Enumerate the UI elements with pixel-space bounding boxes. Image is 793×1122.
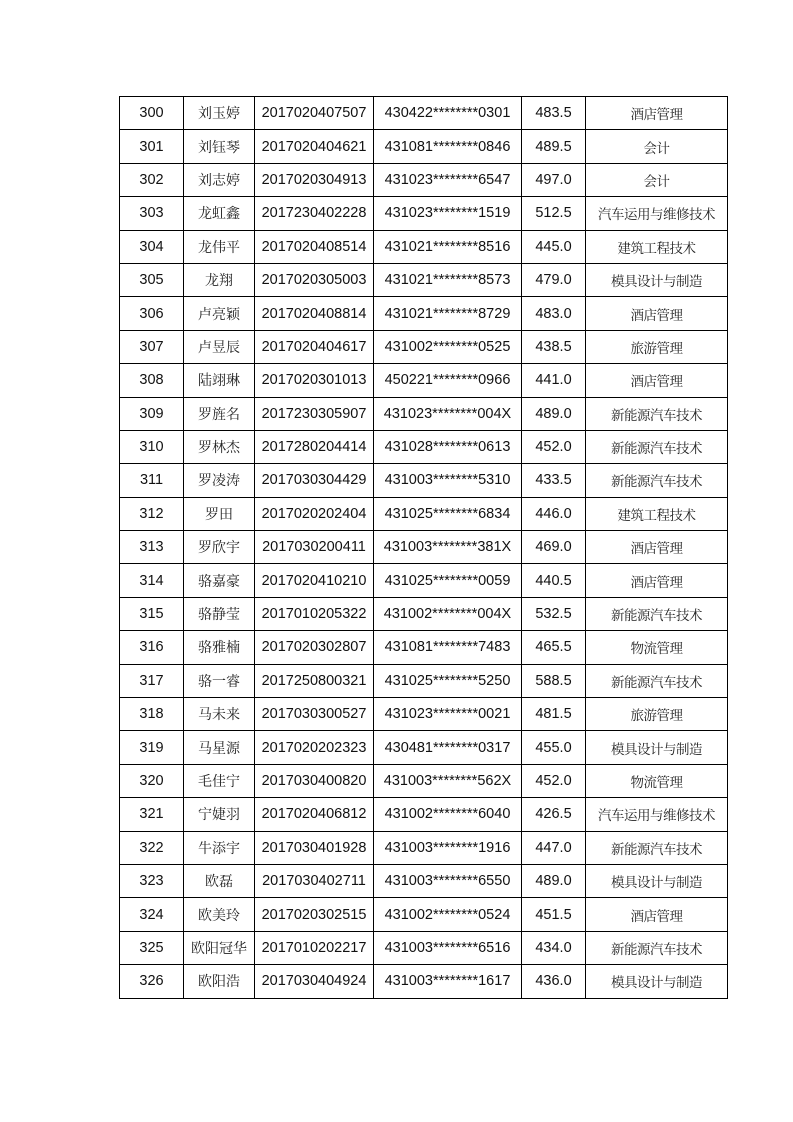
score-cell: 455.0: [522, 731, 586, 764]
exam-number-cell: 2017020408514: [255, 230, 374, 263]
major-cell: 新能源汽车技术: [586, 664, 728, 697]
table-row: [120, 664, 728, 697]
row-number-cell: 323: [120, 864, 184, 897]
row-number-cell: 304: [120, 230, 184, 263]
exam-number-cell: 2017020202404: [255, 497, 374, 530]
major-cell: 物流管理: [586, 764, 728, 797]
id-number-cell: 431003********1617: [374, 965, 522, 998]
major-cell: 酒店管理: [586, 898, 728, 931]
score-cell: 445.0: [522, 230, 586, 263]
table-row: [120, 430, 728, 463]
row-number-cell: 301: [120, 130, 184, 163]
student-name-cell: 牛添宇: [184, 831, 255, 864]
id-number-cell: 431003********6550: [374, 864, 522, 897]
row-number-cell: 322: [120, 831, 184, 864]
admission-list-table: [119, 96, 728, 999]
score-cell: 512.5: [522, 197, 586, 230]
exam-number-cell: 2017030300527: [255, 698, 374, 731]
major-cell: 酒店管理: [586, 364, 728, 397]
exam-number-cell: 2017230402228: [255, 197, 374, 230]
id-number-cell: 431025********0059: [374, 564, 522, 597]
id-number-cell: 431002********6040: [374, 798, 522, 831]
student-name-cell: 卢昱辰: [184, 330, 255, 363]
student-name-cell: 欧美玲: [184, 898, 255, 931]
student-name-cell: 骆静莹: [184, 597, 255, 630]
row-number-cell: 309: [120, 397, 184, 430]
student-name-cell: 罗旌名: [184, 397, 255, 430]
score-cell: 433.5: [522, 464, 586, 497]
table-body: [120, 97, 728, 999]
table-row: [120, 631, 728, 664]
score-cell: 436.0: [522, 965, 586, 998]
exam-number-cell: 2017020407507: [255, 97, 374, 130]
id-number-cell: 431003********562X: [374, 764, 522, 797]
student-name-cell: 欧磊: [184, 864, 255, 897]
score-cell: 452.0: [522, 764, 586, 797]
major-cell: 酒店管理: [586, 297, 728, 330]
table-row: [120, 330, 728, 363]
row-number-cell: 319: [120, 731, 184, 764]
exam-number-cell: 2017010205322: [255, 597, 374, 630]
row-number-cell: 317: [120, 664, 184, 697]
id-number-cell: 430481********0317: [374, 731, 522, 764]
score-cell: 481.5: [522, 698, 586, 731]
table-row: [120, 831, 728, 864]
score-cell: 469.0: [522, 531, 586, 564]
exam-number-cell: 2017030400820: [255, 764, 374, 797]
student-name-cell: 刘钰琴: [184, 130, 255, 163]
table-row: [120, 464, 728, 497]
row-number-cell: 300: [120, 97, 184, 130]
table-row: [120, 397, 728, 430]
major-cell: 酒店管理: [586, 97, 728, 130]
id-number-cell: 430422********0301: [374, 97, 522, 130]
major-cell: 汽车运用与维修技术: [586, 798, 728, 831]
exam-number-cell: 2017030401928: [255, 831, 374, 864]
row-number-cell: 306: [120, 297, 184, 330]
student-name-cell: 骆雅楠: [184, 631, 255, 664]
major-cell: 模具设计与制造: [586, 965, 728, 998]
major-cell: 新能源汽车技术: [586, 597, 728, 630]
table-row: [120, 130, 728, 163]
score-cell: 489.0: [522, 864, 586, 897]
major-cell: 新能源汽车技术: [586, 464, 728, 497]
score-cell: 489.0: [522, 397, 586, 430]
exam-number-cell: 2017020406812: [255, 798, 374, 831]
id-number-cell: 431021********8573: [374, 263, 522, 296]
table-row: [120, 931, 728, 964]
exam-number-cell: 2017020410210: [255, 564, 374, 597]
score-cell: 446.0: [522, 497, 586, 530]
score-cell: 532.5: [522, 597, 586, 630]
id-number-cell: 450221********0966: [374, 364, 522, 397]
student-name-cell: 马星源: [184, 731, 255, 764]
table-row: [120, 263, 728, 296]
score-cell: 465.5: [522, 631, 586, 664]
exam-number-cell: 2017020301013: [255, 364, 374, 397]
id-number-cell: 431025********6834: [374, 497, 522, 530]
table-row: [120, 230, 728, 263]
table-row: [120, 197, 728, 230]
major-cell: 会计: [586, 163, 728, 196]
id-number-cell: 431023********1519: [374, 197, 522, 230]
id-number-cell: 431081********7483: [374, 631, 522, 664]
exam-number-cell: 2017020202323: [255, 731, 374, 764]
row-number-cell: 312: [120, 497, 184, 530]
exam-number-cell: 2017250800321: [255, 664, 374, 697]
row-number-cell: 303: [120, 197, 184, 230]
exam-number-cell: 2017280204414: [255, 430, 374, 463]
student-name-cell: 罗田: [184, 497, 255, 530]
table-row: [120, 564, 728, 597]
student-name-cell: 罗凌涛: [184, 464, 255, 497]
row-number-cell: 320: [120, 764, 184, 797]
id-number-cell: 431002********004X: [374, 597, 522, 630]
student-name-cell: 刘志婷: [184, 163, 255, 196]
score-cell: 426.5: [522, 798, 586, 831]
table-row: [120, 364, 728, 397]
row-number-cell: 324: [120, 898, 184, 931]
score-cell: 452.0: [522, 430, 586, 463]
score-cell: 497.0: [522, 163, 586, 196]
row-number-cell: 314: [120, 564, 184, 597]
table-row: [120, 531, 728, 564]
id-number-cell: 431003********6516: [374, 931, 522, 964]
major-cell: 旅游管理: [586, 330, 728, 363]
student-name-cell: 罗欣宇: [184, 531, 255, 564]
exam-number-cell: 2017020305003: [255, 263, 374, 296]
score-cell: 440.5: [522, 564, 586, 597]
table-row: [120, 898, 728, 931]
major-cell: 模具设计与制造: [586, 731, 728, 764]
table-row: [120, 798, 728, 831]
major-cell: 汽车运用与维修技术: [586, 197, 728, 230]
major-cell: 旅游管理: [586, 698, 728, 731]
student-name-cell: 龙虹鑫: [184, 197, 255, 230]
score-cell: 483.0: [522, 297, 586, 330]
major-cell: 建筑工程技术: [586, 497, 728, 530]
id-number-cell: 431003********5310: [374, 464, 522, 497]
row-number-cell: 326: [120, 965, 184, 998]
score-cell: 479.0: [522, 263, 586, 296]
exam-number-cell: 2017030200411: [255, 531, 374, 564]
id-number-cell: 431002********0524: [374, 898, 522, 931]
student-name-cell: 龙翔: [184, 263, 255, 296]
id-number-cell: 431002********0525: [374, 330, 522, 363]
student-name-cell: 罗林杰: [184, 430, 255, 463]
student-name-cell: 毛佳宁: [184, 764, 255, 797]
exam-number-cell: 2017030402711: [255, 864, 374, 897]
id-number-cell: 431025********5250: [374, 664, 522, 697]
score-cell: 441.0: [522, 364, 586, 397]
table-row: [120, 297, 728, 330]
student-name-cell: 骆嘉豪: [184, 564, 255, 597]
student-name-cell: 骆一睿: [184, 664, 255, 697]
row-number-cell: 302: [120, 163, 184, 196]
exam-number-cell: 2017020404621: [255, 130, 374, 163]
table-row: [120, 597, 728, 630]
row-number-cell: 311: [120, 464, 184, 497]
major-cell: 新能源汽车技术: [586, 931, 728, 964]
id-number-cell: 431021********8729: [374, 297, 522, 330]
exam-number-cell: 2017230305907: [255, 397, 374, 430]
exam-number-cell: 2017030404924: [255, 965, 374, 998]
table-row: [120, 497, 728, 530]
row-number-cell: 321: [120, 798, 184, 831]
id-number-cell: 431003********381X: [374, 531, 522, 564]
id-number-cell: 431028********0613: [374, 430, 522, 463]
score-cell: 447.0: [522, 831, 586, 864]
exam-number-cell: 2017020404617: [255, 330, 374, 363]
table-row: [120, 698, 728, 731]
row-number-cell: 316: [120, 631, 184, 664]
table-row: [120, 163, 728, 196]
student-name-cell: 卢亮颖: [184, 297, 255, 330]
row-number-cell: 325: [120, 931, 184, 964]
student-name-cell: 陆翊琳: [184, 364, 255, 397]
row-number-cell: 308: [120, 364, 184, 397]
student-name-cell: 刘玉婷: [184, 97, 255, 130]
score-cell: 588.5: [522, 664, 586, 697]
exam-number-cell: 2017020302515: [255, 898, 374, 931]
exam-number-cell: 2017030304429: [255, 464, 374, 497]
row-number-cell: 310: [120, 430, 184, 463]
row-number-cell: 315: [120, 597, 184, 630]
row-number-cell: 307: [120, 330, 184, 363]
id-number-cell: 431021********8516: [374, 230, 522, 263]
exam-number-cell: 2017010202217: [255, 931, 374, 964]
major-cell: 酒店管理: [586, 531, 728, 564]
table-row: [120, 965, 728, 998]
student-name-cell: 马未来: [184, 698, 255, 731]
table-row: [120, 764, 728, 797]
id-number-cell: 431023********0021: [374, 698, 522, 731]
major-cell: 新能源汽车技术: [586, 397, 728, 430]
row-number-cell: 318: [120, 698, 184, 731]
exam-number-cell: 2017020304913: [255, 163, 374, 196]
row-number-cell: 305: [120, 263, 184, 296]
table-row: [120, 97, 728, 130]
score-cell: 483.5: [522, 97, 586, 130]
major-cell: 物流管理: [586, 631, 728, 664]
major-cell: 建筑工程技术: [586, 230, 728, 263]
student-name-cell: 欧阳浩: [184, 965, 255, 998]
score-cell: 451.5: [522, 898, 586, 931]
score-cell: 489.5: [522, 130, 586, 163]
major-cell: 新能源汽车技术: [586, 430, 728, 463]
student-name-cell: 欧阳冠华: [184, 931, 255, 964]
student-name-cell: 龙伟平: [184, 230, 255, 263]
major-cell: 会计: [586, 130, 728, 163]
score-cell: 438.5: [522, 330, 586, 363]
major-cell: 酒店管理: [586, 564, 728, 597]
student-name-cell: 宁婕羽: [184, 798, 255, 831]
exam-number-cell: 2017020302807: [255, 631, 374, 664]
row-number-cell: 313: [120, 531, 184, 564]
table-row: [120, 864, 728, 897]
table-row: [120, 731, 728, 764]
id-number-cell: 431023********6547: [374, 163, 522, 196]
score-cell: 434.0: [522, 931, 586, 964]
major-cell: 新能源汽车技术: [586, 831, 728, 864]
id-number-cell: 431023********004X: [374, 397, 522, 430]
major-cell: 模具设计与制造: [586, 263, 728, 296]
id-number-cell: 431081********0846: [374, 130, 522, 163]
exam-number-cell: 2017020408814: [255, 297, 374, 330]
major-cell: 模具设计与制造: [586, 864, 728, 897]
id-number-cell: 431003********1916: [374, 831, 522, 864]
